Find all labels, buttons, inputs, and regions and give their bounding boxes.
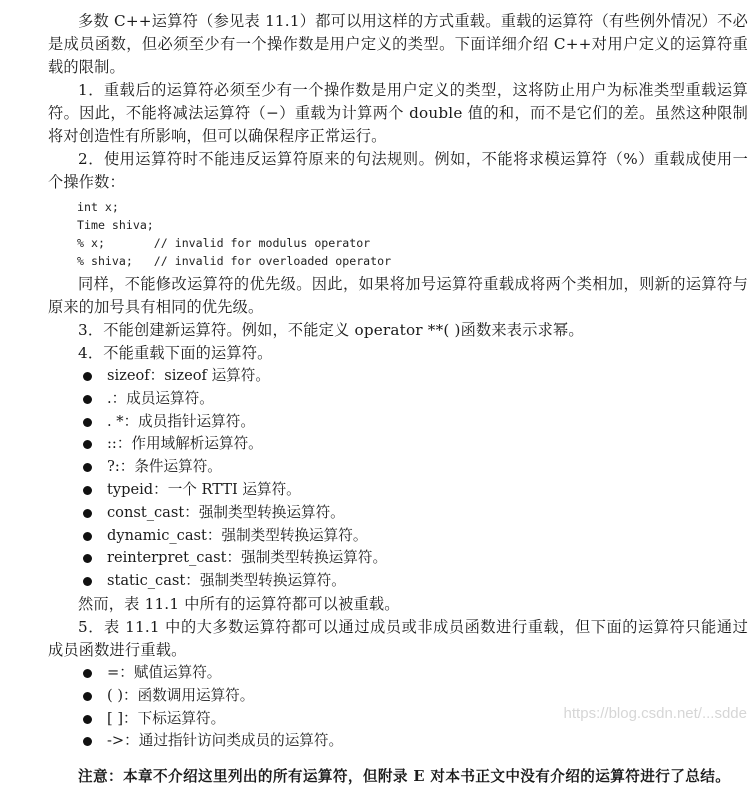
non-overloadable-operators-list <box>48 365 748 593</box>
list-item: .：成员运算符。 <box>48 388 748 411</box>
code-line: Time shiva; <box>77 218 154 232</box>
code-line: % shiva; // invalid for overloaded operator <box>77 254 392 268</box>
list-item: ( )：函数调用运算符。 <box>48 685 748 708</box>
rule-2-paragraph: 2．使用运算符时不能违反运算符原来的句法规则。例如，不能将求模运算符（%）重载成使用一个操作数： <box>48 150 748 191</box>
code-line: int x; <box>77 200 119 214</box>
list-item: reinterpret_cast：强制类型转换运算符。 <box>48 547 748 570</box>
list-item: sizeof：sizeof 运算符。 <box>48 365 748 388</box>
watermark: https://blog.csdn.net/...sdde <box>563 705 747 722</box>
bullet-icon <box>83 737 92 746</box>
list-item: ?:：条件运算符。 <box>48 456 748 479</box>
bullet-icon <box>83 692 92 701</box>
list-item: static_cast：强制类型转换运算符。 <box>48 570 748 593</box>
bullet-icon <box>83 440 92 449</box>
rule-2-continuation-paragraph: 同样，不能修改运算符的优先级。因此，如果将加号运算符重载成将两个类相加，则新的运算符与原来的加号具有相同的优先级。 <box>48 275 748 316</box>
note-paragraph: 注意：本章不介绍这里列出的所有运算符，但附录 E 对本书正文中没有介绍的运算符进行了总结。 <box>78 768 731 786</box>
bullet-icon <box>83 532 92 541</box>
list-item: typeid：一个 RTTI 运算符。 <box>48 479 748 502</box>
bullet-icon <box>83 486 92 495</box>
bullet-icon <box>83 669 92 678</box>
list-item: dynamic_cast：强制类型转换运算符。 <box>48 525 748 548</box>
list-item: ::：作用域解析运算符。 <box>48 433 748 456</box>
bullet-icon <box>83 418 92 427</box>
bullet-icon <box>83 463 92 472</box>
code-line: % x; // invalid for modulus operator <box>77 236 371 250</box>
bullet-icon <box>83 715 92 724</box>
rule-4-paragraph: 4．不能重载下面的运算符。 <box>78 344 273 362</box>
list-item: ->：通过指针访问类成员的运算符。 <box>48 730 748 753</box>
bullet-icon <box>83 554 92 563</box>
list-item: const_cast：强制类型转换运算符。 <box>48 502 748 525</box>
list-item: [ ]：下标运算符。 <box>48 708 748 731</box>
bullet-icon <box>83 372 92 381</box>
bullet-icon <box>83 577 92 586</box>
bullet-icon <box>83 509 92 518</box>
bullet-icon <box>83 395 92 404</box>
rule-1-paragraph: 1．重载后的运算符必须至少有一个操作数是用户定义的类型，这将防止用户为标准类型重载运算符。因此，不能将减法运算符（−）重载为计算两个 double 值的和，而不是它们的差。虽然这种限制将对创造性有所影响，但可以确保程序正常运行。 <box>48 81 748 145</box>
list-item: =：赋值运算符。 <box>48 662 748 685</box>
list-item: . *：成员指针运算符。 <box>48 411 748 434</box>
rule-3-paragraph: 3．不能创建新运算符。例如，不能定义 operator **( )函数来表示求幂。 <box>78 321 584 339</box>
document-page <box>48 10 748 788</box>
intro-paragraph: 多数 C++运算符（参见表 11.1）都可以用这样的方式重载。重载的运算符（有些例外情况）不必是成员函数，但必须至少有一个操作数是用户定义的类型。下面详细介绍 C++对用户定义的运算符重载的限制。 <box>48 12 748 76</box>
code-block <box>77 198 748 270</box>
rule-5-paragraph: 5．表 11.1 中的大多数运算符都可以通过成员或非成员函数进行重载，但下面的运算符只能通过成员函数进行重载。 <box>48 617 748 659</box>
rule-4-after-paragraph: 然而，表 11.1 中所有的运算符都可以被重载。 <box>78 594 400 613</box>
